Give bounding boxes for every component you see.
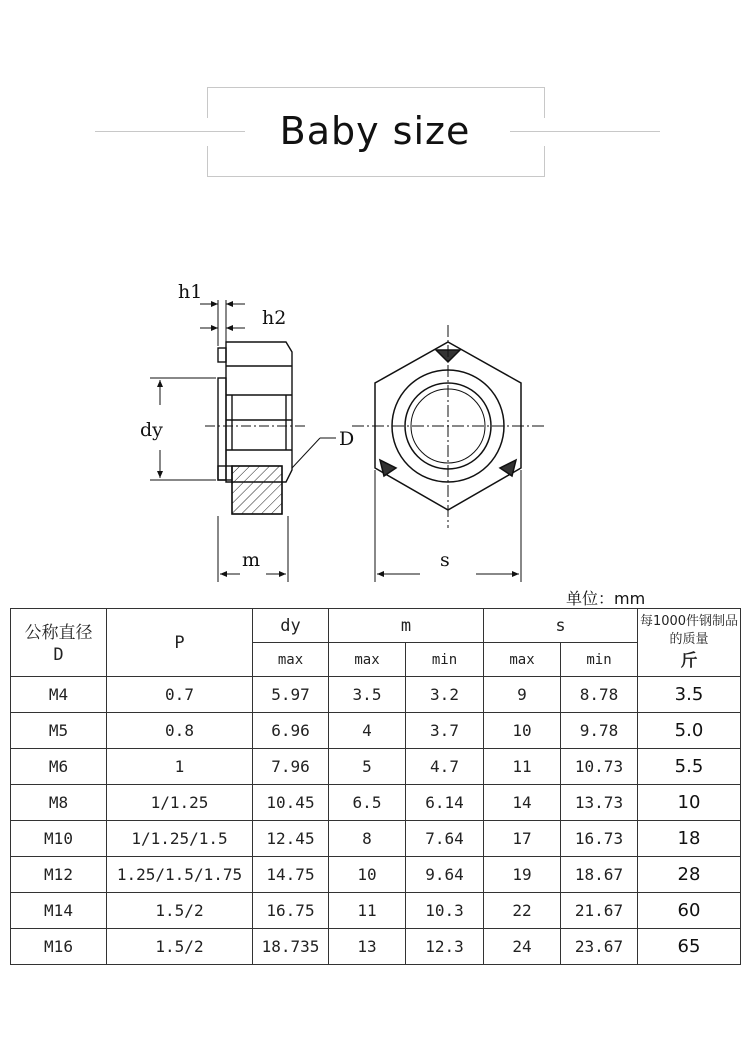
cell-mass: 28 [638, 857, 741, 893]
cell-s-min: 10.73 [561, 749, 638, 785]
cell-s-max: 10 [484, 713, 561, 749]
cell-D: M4 [11, 677, 107, 713]
cell-dy-max: 16.75 [253, 893, 329, 929]
cell-m-min: 7.64 [406, 821, 484, 857]
cell-dy-max: 5.97 [253, 677, 329, 713]
cell-m-max: 11 [329, 893, 406, 929]
cell-s-min: 8.78 [561, 677, 638, 713]
title-banner [0, 0, 750, 200]
cell-m-min: 9.64 [406, 857, 484, 893]
table-row [11, 893, 741, 929]
cell-m-max: 13 [329, 929, 406, 965]
cell-dy-max: 12.45 [253, 821, 329, 857]
cell-s-max: 9 [484, 677, 561, 713]
cell-P: 0.7 [107, 677, 253, 713]
cell-m-min: 3.7 [406, 713, 484, 749]
hex-view [352, 325, 544, 528]
weld-nut-drawing [0, 270, 750, 590]
side-view [205, 342, 305, 514]
header-m: m [329, 609, 484, 643]
header-P: P [107, 609, 253, 677]
cell-D: M10 [11, 821, 107, 857]
cell-dy-max: 18.735 [253, 929, 329, 965]
header-s-min: min [561, 643, 638, 677]
cell-m-min: 10.3 [406, 893, 484, 929]
cell-P: 1.5/2 [107, 929, 253, 965]
cell-s-max: 24 [484, 929, 561, 965]
cell-m-min: 3.2 [406, 677, 484, 713]
cell-mass: 5.5 [638, 749, 741, 785]
table-row [11, 713, 741, 749]
header-dy-max: max [253, 643, 329, 677]
cell-mass: 60 [638, 893, 741, 929]
cell-s-max: 14 [484, 785, 561, 821]
cell-dy-max: 6.96 [253, 713, 329, 749]
cell-dy-max: 14.75 [253, 857, 329, 893]
banner-rule-left [95, 131, 245, 132]
cell-dy-max: 7.96 [253, 749, 329, 785]
cell-P: 1/1.25 [107, 785, 253, 821]
banner-rule-right [510, 131, 660, 132]
cell-P: 0.8 [107, 713, 253, 749]
header-mass: 每1000件钢制品的质量 斤 [638, 609, 741, 677]
cell-D: M6 [11, 749, 107, 785]
header-s-max: max [484, 643, 561, 677]
header-m-max: max [329, 643, 406, 677]
spec-table [10, 608, 741, 965]
cell-s-max: 19 [484, 857, 561, 893]
label-s: s [440, 549, 450, 571]
table-row [11, 677, 741, 713]
cell-D: M16 [11, 929, 107, 965]
cell-P: 1 [107, 749, 253, 785]
header-s: s [484, 609, 638, 643]
cell-s-min: 13.73 [561, 785, 638, 821]
label-dy: dy [140, 419, 163, 441]
table-row [11, 929, 741, 965]
cell-D: M5 [11, 713, 107, 749]
cell-P: 1/1.25/1.5 [107, 821, 253, 857]
cell-mass: 3.5 [638, 677, 741, 713]
cell-s-min: 18.67 [561, 857, 638, 893]
table-row [11, 785, 741, 821]
unit-label: 单位：mm [566, 589, 646, 608]
cell-m-min: 4.7 [406, 749, 484, 785]
cell-s-max: 17 [484, 821, 561, 857]
table-row [11, 857, 741, 893]
cell-mass: 65 [638, 929, 741, 965]
label-h2: h2 [262, 307, 287, 329]
cell-s-min: 21.67 [561, 893, 638, 929]
cell-m-max: 5 [329, 749, 406, 785]
cell-mass: 18 [638, 821, 741, 857]
table-row [11, 749, 741, 785]
cell-m-min: 6.14 [406, 785, 484, 821]
cell-D: M12 [11, 857, 107, 893]
cell-s-min: 9.78 [561, 713, 638, 749]
cell-m-max: 8 [329, 821, 406, 857]
label-D: D [339, 428, 355, 450]
label-h1: h1 [178, 281, 203, 303]
cell-mass: 10 [638, 785, 741, 821]
cell-m-max: 6.5 [329, 785, 406, 821]
cell-m-max: 4 [329, 713, 406, 749]
table-row [11, 821, 741, 857]
cell-s-max: 11 [484, 749, 561, 785]
cell-m-max: 10 [329, 857, 406, 893]
header-m-min: min [406, 643, 484, 677]
cell-m-min: 12.3 [406, 929, 484, 965]
cell-mass: 5.0 [638, 713, 741, 749]
cell-m-max: 3.5 [329, 677, 406, 713]
cell-D: M8 [11, 785, 107, 821]
label-m: m [242, 549, 261, 571]
header-nominal-diameter: 公称直径 D [11, 609, 107, 677]
cell-s-min: 23.67 [561, 929, 638, 965]
cell-dy-max: 10.45 [253, 785, 329, 821]
page-title: Baby size [279, 109, 471, 153]
cell-P: 1.5/2 [107, 893, 253, 929]
cell-s-min: 16.73 [561, 821, 638, 857]
cell-D: M14 [11, 893, 107, 929]
header-dy: dy [253, 609, 329, 643]
cell-P: 1.25/1.5/1.75 [107, 857, 253, 893]
cell-s-max: 22 [484, 893, 561, 929]
